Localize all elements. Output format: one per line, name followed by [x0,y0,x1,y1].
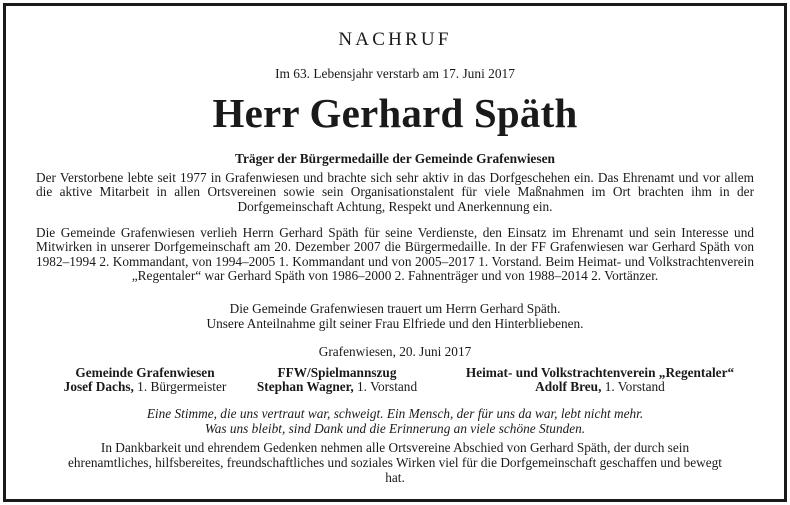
signatory-org: Heimat- und Volkstrachtenverein „Regentaler“ [465,365,735,380]
signatory-municipality [34,366,256,395]
place-date-line: Grafenwiesen, 20. Juni 2017 [318,344,472,359]
biography-paragraph: Der Verstorbene lebte seit 1977 in Grafenwiesen und brachte sich sehr aktiv in das Dorfgeschehen ein. Das Ehrenamt und vor allem die aktive Mitarbeit in allen Ortsvereinen sowie sein Organisationstalent für viele Maßnahmen im Ort brachten ihm in der Dorfgemeinschaft Achtung, Respekt und Anerkennung ein. [36,170,754,214]
sympathy-line: Unsere Anteilnahme gilt seiner Frau Elfriede und den Hinterbliebenen. [206,316,584,331]
signatory-fire-brigade [252,366,422,395]
signatory-role: 1. Vorstand [353,379,418,395]
memorial-quote-line-1: Eine Stimme, die uns vertraut war, schweigt. Ein Mensch, der für uns da war, lebt nicht mehr. [146,406,644,421]
closing-paragraph: In Dankbarkeit und ehrendem Gedenken nehmen alle Ortsvereine Abschied von Gerhard Späth, der durch sein ehrenamtliches, hilfsbereites, freundschaftliches und soziales Wirken viel für die Dorfgemeinschaft geschaffen und bewegt hat. [68,440,722,485]
signatory-role: 1. Bürgermeister [133,379,227,395]
signatory-role: 1. Vorstand [601,379,665,395]
signatory-person: Stephan Wagner, [256,379,354,395]
signatory-costume-club [450,366,750,395]
obituary-content [6,6,784,499]
signatory-org: Gemeinde Grafenwiesen [75,365,215,380]
honors-paragraph: Die Gemeinde Grafenwiesen verlieh Herrn Gerhard Späth für seine Verdienste, den Einsatz im Ehrenamt und sein Interesse und Mitwirken in unserer Dorfgemeinschaft am 20. Dezember 2007 die Bürgermedaille. In der FF Grafenwiesen war Gerhard Späth von 1982–1994 2. Kommandant, von 1994–2005 1. Kommandant und von 2005–2017 1. Vorstand. Beim Heimat- und Volkstrachtenverein „Regentaler“ war Gerhard Späth von 1986–2000 2. Fahnenträger und von 1988–2014 2. Vortänzer. [36,225,754,283]
obituary-frame [3,3,787,502]
deceased-name: Herr Gerhard Späth [212,90,578,136]
notice-heading: NACHRUF [338,29,452,50]
signatory-person: Josef Dachs, [63,379,134,395]
memorial-quote-line-2: Was uns bleibt, sind Dank und die Erinnerung an viele schöne Stunden. [204,421,586,436]
death-date-line: Im 63. Lebensjahr verstarb am 17. Juni 2017 [275,66,515,81]
signatory-person: Adolf Breu, [535,379,602,395]
signatory-org: FFW/Spielmannszug [277,365,397,380]
honor-subtitle: Träger der Bürgermedaille der Gemeinde Grafenwiesen [235,151,555,166]
mourning-line: Die Gemeinde Grafenwiesen trauert um Herrn Gerhard Späth. [229,301,561,316]
